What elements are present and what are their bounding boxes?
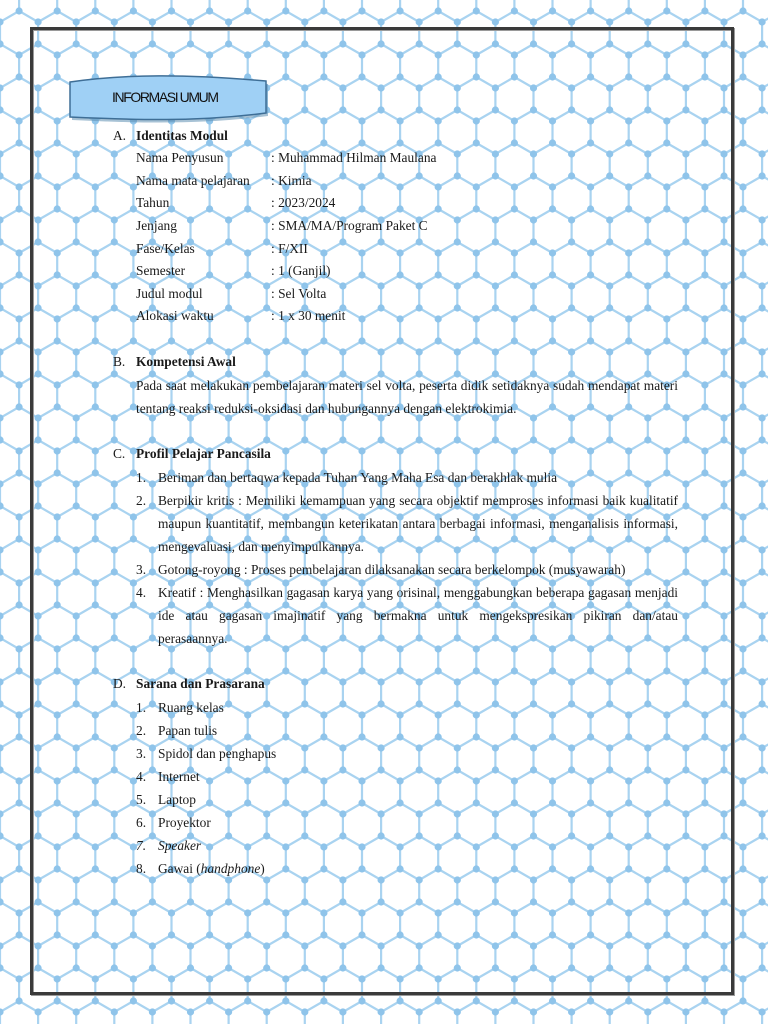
list-item	[113, 811, 678, 834]
identity-row	[113, 147, 678, 170]
list-number: 3.	[136, 745, 147, 761]
atom-node	[16, 205, 23, 212]
section-title: Sarana dan Prasarana	[136, 676, 265, 692]
atom-node	[16, 117, 23, 124]
list-text: Gotong-royong : Proses pembelajaran dilaksanakan secara berkelompok (musyawarah)	[158, 561, 626, 577]
atom-node	[168, 997, 175, 1004]
list-item	[113, 719, 678, 742]
atom-node	[759, 744, 766, 751]
atom-node	[435, 997, 442, 1004]
atom-node	[454, 1008, 461, 1015]
atom-node	[320, 997, 327, 1004]
identity-key: Fase/Kelas	[136, 240, 195, 256]
atom-node	[378, 18, 385, 25]
atom-node	[759, 436, 766, 443]
section-letter: B.	[113, 354, 126, 370]
atom-node	[759, 766, 766, 773]
atom-node	[282, 997, 289, 1004]
atom-node	[701, 997, 708, 1004]
atom-node	[73, 1008, 80, 1015]
section-letter: A.	[113, 127, 127, 143]
identity-key: Tahun	[136, 195, 170, 211]
atom-node	[606, 1008, 613, 1015]
atom-node	[759, 172, 766, 179]
atom-node	[739, 469, 746, 476]
atom-node	[739, 777, 746, 784]
atom-node	[111, 18, 118, 25]
section-spacer	[113, 328, 678, 351]
list-item	[113, 742, 678, 765]
banner-title: INFORMASI UMUM	[112, 89, 218, 105]
atom-node	[759, 810, 766, 817]
atom-node	[92, 997, 99, 1004]
atom-node	[16, 51, 23, 58]
section-b-heading	[113, 351, 678, 374]
atom-node	[759, 106, 766, 113]
atom-node	[16, 139, 23, 146]
atom-node	[739, 403, 746, 410]
list-number: 7.	[136, 837, 147, 853]
atom-node	[187, 18, 194, 25]
list-item	[113, 834, 678, 857]
identity-row	[113, 305, 678, 328]
atom-node	[644, 18, 651, 25]
atom-node	[16, 733, 23, 740]
kompetensi-awal-paragraph: Pada saat melakukan pembelajaran materi sel volta, peserta didik setidaknya sudah mendapat materi tentang reaksi reduksi-oksidasi dan hubungannya dengan elektrokimia.	[136, 377, 678, 416]
atom-node	[739, 73, 746, 80]
atom-node	[16, 975, 23, 982]
atom-node	[16, 843, 23, 850]
atom-node	[16, 381, 23, 388]
atom-node	[35, 1008, 42, 1015]
atom-node	[720, 1008, 727, 1015]
atom-node	[759, 238, 766, 245]
atom-node	[739, 799, 746, 806]
atom-node	[739, 711, 746, 718]
section-banner	[66, 72, 270, 124]
atom-node	[739, 579, 746, 586]
atom-node	[759, 832, 766, 839]
identity-value: : 1 x 30 menit	[271, 308, 346, 324]
list-item	[113, 581, 678, 650]
atom-node	[739, 337, 746, 344]
atom-node	[206, 7, 213, 14]
atom-node	[16, 777, 23, 784]
atom-node	[263, 18, 270, 25]
identity-value: : 2023/2024	[271, 195, 336, 211]
atom-node	[225, 1008, 232, 1015]
identity-row	[113, 192, 678, 215]
list-text: Laptop	[158, 791, 196, 807]
list-item	[113, 765, 678, 788]
atom-node	[606, 18, 613, 25]
atom-node	[435, 7, 442, 14]
atom-node	[16, 7, 23, 14]
atom-node	[759, 942, 766, 949]
atom-node	[739, 997, 746, 1004]
atom-node	[416, 1008, 423, 1015]
atom-node	[739, 381, 746, 388]
atom-node	[454, 18, 461, 25]
atom-node	[492, 18, 499, 25]
list-text-suffix: )	[260, 860, 265, 876]
list-number: 4.	[136, 584, 147, 600]
atom-node	[587, 997, 594, 1004]
atom-node	[739, 447, 746, 454]
list-number: 1.	[136, 469, 147, 485]
atom-node	[511, 997, 518, 1004]
sarana-prasarana-list	[113, 696, 678, 880]
atom-node	[739, 645, 746, 652]
atom-node	[739, 535, 746, 542]
atom-node	[759, 612, 766, 619]
atom-node	[720, 18, 727, 25]
list-text: Speaker	[158, 837, 202, 853]
atom-node	[473, 7, 480, 14]
atom-node	[320, 7, 327, 14]
identity-key: Jenjang	[136, 218, 177, 234]
atom-node	[111, 1008, 118, 1015]
atom-node	[206, 997, 213, 1004]
atom-node	[530, 18, 537, 25]
section-letter: C.	[113, 446, 126, 462]
atom-node	[759, 348, 766, 355]
atom-node	[225, 18, 232, 25]
atom-node	[759, 370, 766, 377]
atom-node	[263, 1008, 270, 1015]
atom-node	[568, 18, 575, 25]
atom-node	[739, 271, 746, 278]
atom-node	[16, 711, 23, 718]
atom-node	[759, 18, 766, 25]
atom-node	[739, 205, 746, 212]
list-number: 2.	[136, 722, 147, 738]
atom-node	[682, 1008, 689, 1015]
atom-node	[739, 249, 746, 256]
atom-node	[739, 733, 746, 740]
atom-node	[16, 997, 23, 1004]
list-number: 8.	[136, 860, 147, 876]
atom-node	[759, 150, 766, 157]
atom-node	[625, 997, 632, 1004]
identity-value: : Sel Volta	[271, 285, 327, 301]
atom-node	[739, 601, 746, 608]
atom-node	[378, 1008, 385, 1015]
atom-node	[16, 645, 23, 652]
atom-node	[759, 414, 766, 421]
profil-pelajar-list	[113, 466, 678, 650]
list-number: 5.	[136, 791, 147, 807]
atom-node	[16, 183, 23, 190]
atom-node	[568, 1008, 575, 1015]
atom-node	[16, 579, 23, 586]
identity-key: Alokasi waktu	[136, 308, 214, 324]
atom-node	[358, 7, 365, 14]
atom-node	[759, 964, 766, 971]
atom-node	[739, 51, 746, 58]
list-text: Spidol dan penghapus	[158, 745, 277, 761]
atom-node	[473, 997, 480, 1004]
atom-node	[16, 799, 23, 806]
atom-node	[759, 876, 766, 883]
atom-node	[739, 183, 746, 190]
atom-node	[759, 216, 766, 223]
atom-node	[54, 7, 61, 14]
atom-node	[358, 997, 365, 1004]
atom-node	[587, 7, 594, 14]
section-d-heading	[113, 673, 678, 696]
atom-node	[16, 865, 23, 872]
atom-node	[168, 7, 175, 14]
atom-node	[759, 84, 766, 91]
atom-node	[187, 1008, 194, 1015]
atom-node	[16, 513, 23, 520]
atom-node	[149, 1008, 156, 1015]
list-number: 2.	[136, 492, 147, 508]
atom-node	[16, 909, 23, 916]
atom-node	[511, 7, 518, 14]
atom-node	[16, 73, 23, 80]
atom-node	[339, 18, 346, 25]
atom-node	[416, 18, 423, 25]
atom-node	[73, 18, 80, 25]
identity-row	[113, 260, 678, 283]
identity-row	[113, 237, 678, 260]
atom-node	[759, 678, 766, 685]
atom-node	[530, 1008, 537, 1015]
atom-node	[739, 931, 746, 938]
atom-node	[549, 7, 556, 14]
atom-node	[244, 997, 251, 1004]
atom-node	[301, 1008, 308, 1015]
atom-node	[301, 18, 308, 25]
atom-node	[739, 513, 746, 520]
atom-node	[16, 403, 23, 410]
identity-key: Nama mata pelajaran	[136, 172, 250, 188]
atom-node	[759, 898, 766, 905]
atom-node	[759, 480, 766, 487]
list-text: Papan tulis	[158, 722, 218, 738]
atom-node	[739, 865, 746, 872]
identity-value: : SMA/MA/Program Paket C	[271, 218, 428, 234]
atom-node	[739, 667, 746, 674]
atom-node	[759, 282, 766, 289]
identity-key: Nama Penyusun	[136, 150, 224, 166]
section-spacer	[113, 420, 678, 443]
atom-node	[54, 997, 61, 1004]
list-text-prefix: Gawai (	[158, 860, 201, 876]
list-item	[113, 489, 678, 558]
list-text: Internet	[158, 768, 200, 784]
list-number: 3.	[136, 561, 147, 577]
list-item	[113, 466, 678, 489]
atom-node	[739, 117, 746, 124]
atom-node	[739, 975, 746, 982]
list-item	[113, 558, 678, 581]
atom-node	[739, 843, 746, 850]
atom-node	[130, 997, 137, 1004]
list-number: 4.	[136, 768, 147, 784]
atom-node	[739, 7, 746, 14]
atom-node	[759, 700, 766, 707]
atom-node	[16, 667, 23, 674]
section-spacer	[113, 650, 678, 673]
atom-node	[16, 315, 23, 322]
section-title: Identitas Modul	[136, 127, 228, 143]
atom-node	[244, 7, 251, 14]
list-text: Proyektor	[158, 814, 211, 830]
identity-value: : 1 (Ganjil)	[271, 263, 331, 279]
atom-node	[663, 997, 670, 1004]
section-letter: D.	[113, 676, 127, 692]
section-a-heading	[113, 124, 678, 147]
list-text: Berpikir kritis : Memiliki kemampuan yang secara objektif memproses informasi baik kualitatif maupun kuantitatif, membangun keterikatan antara berbagai informasi, menganalisis informasi, mengevaluasi, dan menyimpulkannya.	[158, 492, 678, 554]
atom-node	[16, 535, 23, 542]
list-item	[113, 788, 678, 811]
atom-node	[130, 7, 137, 14]
atom-node	[16, 271, 23, 278]
list-text-italic: handphone	[200, 860, 261, 876]
atom-node	[759, 568, 766, 575]
identity-key: Judul modul	[136, 285, 203, 301]
atom-node	[759, 546, 766, 553]
atom-node	[397, 7, 404, 14]
list-number: 6.	[136, 814, 147, 830]
list-text	[158, 857, 678, 880]
atom-node	[492, 1008, 499, 1015]
section-title: Kompetensi Awal	[136, 354, 236, 370]
atom-node	[549, 997, 556, 1004]
atom-node	[35, 18, 42, 25]
atom-node	[625, 7, 632, 14]
atom-node	[397, 997, 404, 1004]
identity-value: : Kimia	[271, 172, 312, 188]
list-item	[113, 857, 678, 880]
atom-node	[759, 40, 766, 47]
identity-row	[113, 170, 678, 193]
atom-node	[339, 1008, 346, 1015]
section-title: Profil Pelajar Pancasila	[136, 446, 271, 462]
atom-node	[682, 18, 689, 25]
list-item	[113, 696, 678, 719]
atom-node	[149, 18, 156, 25]
identity-key: Semester	[136, 263, 186, 279]
list-text: Kreatif : Menghasilkan gagasan karya yang orisinal, menggabungkan beberapa gagasan menjadi ide atau gagasan imajinatif yang bermakna untuk mengekspresikan pikiran dan/atau perasaannya.	[158, 584, 678, 646]
atom-node	[739, 139, 746, 146]
identity-row	[113, 215, 678, 238]
atom-node	[92, 7, 99, 14]
list-text: Beriman dan bertaqwa kepada Tuhan Yang Maha Esa dan berakhlak mulia	[158, 469, 558, 485]
atom-node	[282, 7, 289, 14]
atom-node	[16, 469, 23, 476]
atom-node	[759, 1008, 766, 1015]
identity-row	[113, 283, 678, 306]
atom-node	[16, 249, 23, 256]
atom-node	[16, 337, 23, 344]
atom-node	[759, 634, 766, 641]
identity-value: : Muhammad Hilman Maulana	[271, 150, 437, 166]
atom-node	[663, 7, 670, 14]
atom-node	[739, 909, 746, 916]
atom-node	[644, 1008, 651, 1015]
atom-node	[759, 502, 766, 509]
identity-table	[113, 147, 678, 328]
atom-node	[739, 315, 746, 322]
identity-value: : F/XII	[271, 240, 308, 256]
module-content	[113, 124, 678, 880]
section-c-heading	[113, 443, 678, 466]
atom-node	[16, 601, 23, 608]
atom-node	[701, 7, 708, 14]
atom-node	[759, 304, 766, 311]
atom-node	[16, 447, 23, 454]
list-text: Ruang kelas	[158, 699, 224, 715]
list-number: 1.	[136, 699, 147, 715]
atom-node	[16, 931, 23, 938]
